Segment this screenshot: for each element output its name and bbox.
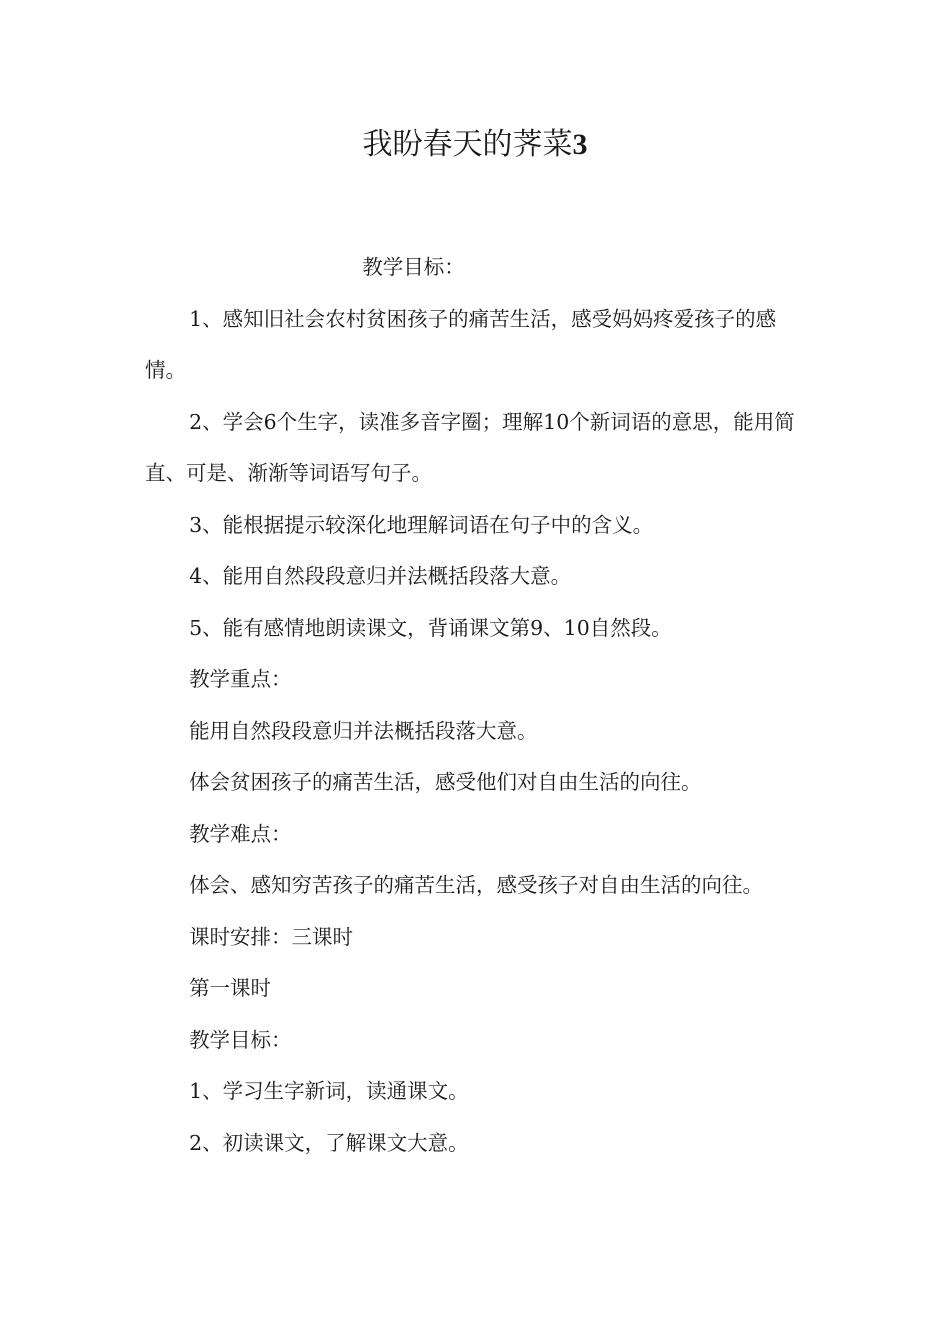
document-body <box>145 242 810 1169</box>
paragraph: 3、能根据提示较深化地理解词语在句子中的含义。 <box>189 512 654 537</box>
paragraph: 能用自然段段意归并法概括段落大意。 <box>189 718 538 743</box>
paragraph: 5、能有感情地朗读课文，背诵课文第9、10自然段。 <box>189 615 672 640</box>
section-heading-difficulties: 教学难点： <box>189 821 292 846</box>
paragraph: 体会贫困孩子的痛苦生活，感受他们对自由生活的向往。 <box>189 770 702 794</box>
title-number: 3 <box>572 128 588 161</box>
paragraph: 课时安排：三课时 <box>189 924 354 949</box>
document-title <box>0 120 950 170</box>
section-heading-objectives: 教学目标： <box>362 255 465 279</box>
section-heading-key-points: 教学重点： <box>189 667 292 691</box>
title-text: 我盼春天的荠菜 <box>362 127 573 162</box>
section-heading-first-lesson: 第一课时 <box>189 976 272 1000</box>
paragraph: 1、学习生字新词，读通课文。 <box>189 1079 469 1103</box>
paragraph: 2、学会6个生字，读准多音字圈；理解10个新词语的意思，能用简直、可是、渐渐等词语写句子。 <box>145 409 795 485</box>
section-heading-objectives: 教学目标： <box>189 1027 292 1052</box>
paragraph: 1、感知旧社会农村贫困孩子的痛苦生活，感受妈妈疼爱孩子的感情。 <box>145 306 777 382</box>
paragraph: 4、能用自然段段意归并法概括段落大意。 <box>189 564 572 588</box>
paragraph: 体会、感知穷苦孩子的痛苦生活，感受孩子对自由生活的向往。 <box>189 873 764 897</box>
paragraph: 2、初读课文，了解课文大意。 <box>189 1130 469 1155</box>
